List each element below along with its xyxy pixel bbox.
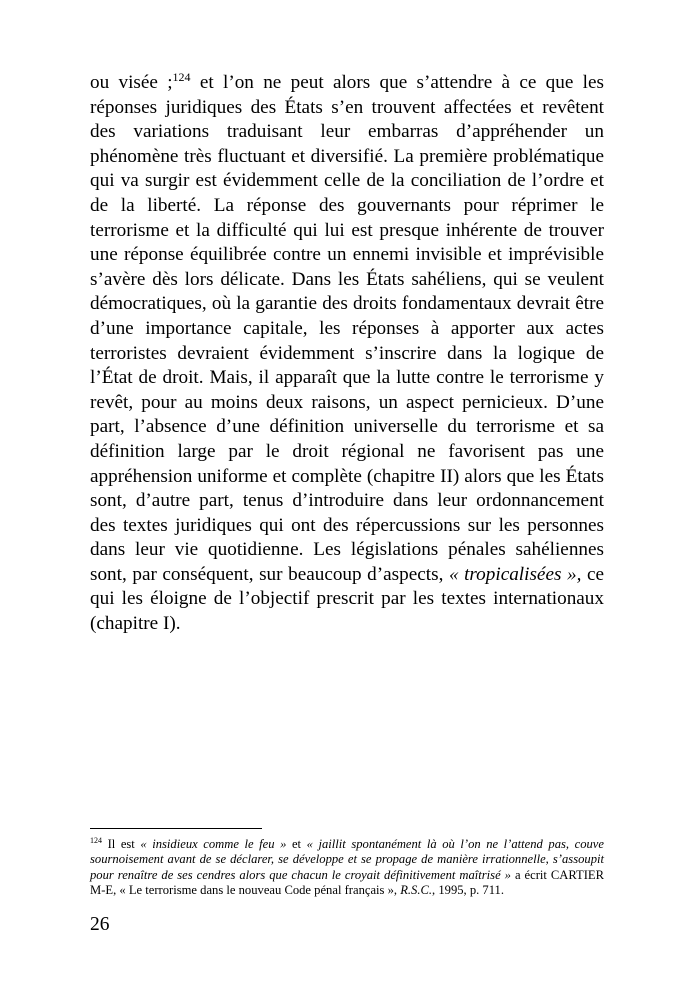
footnote-quote-1: « insidieux comme le feu »	[140, 837, 287, 851]
body-emphasis: « tropicalisées »,	[448, 563, 582, 585]
footnote-attribution: a écrit CARTIER M-E, « Le terrorisme dans le nouveau Code pénal français »,	[90, 867, 605, 897]
footnote-intro: Il est	[102, 837, 141, 851]
footnote-reference[interactable]: 124	[172, 70, 191, 84]
footnote-separator	[90, 828, 262, 829]
body-paragraph	[90, 71, 604, 637]
page-number: 26	[90, 914, 110, 935]
footnote-journal: R.S.C.	[400, 882, 433, 897]
body-text-main: et l’on ne peut alors que s’attendre à ce que les réponses juridiques des États s’en trouvent affectées et revêtent des variations traduisant leur embarras d’appréhender un phénomène très fluctuant et diversifié. La première problématique qui va surgir est évidemment celle de la conciliation de l’ordre et de la liberté. La réponse des gouvernants pour réprimer le terrorisme et la difficulté qui lui est presque inhérente de trouver une réponse équilibrée contre un ennemi invisible et imprévisible s’avère dès lors délicate. Dans les États sahéliens, qui se veulent démocratiques, où la garantie des droits fondamentaux devrait être d’une importance capitale, les réponses à apporter aux actes terroristes devraient évidemment s’inscrire dans la logique de l’État de droit. Mais, il apparaît que la lutte contre le terrorisme y revêt, pour au moins deux raisons, un aspect pernicieux. D’une part, l’absence d’une définition universelle du terrorisme et sa définition large par le droit régional ne favorisent pas une appréhension uniforme et complète (chapitre II) alors que les États sont, d’autre part, tenus d’introduire dans leur ordonnancement des textes juridiques qui ont des répercussions sur les personnes dans leur vie quotidienne. Les législations pénales sahéliennes sont, par conséquent, sur beaucoup d’aspects,	[90, 72, 604, 585]
body-text-start: ou visée ;	[90, 72, 173, 93]
body-text-end: ce qui les éloigne de l’objectif prescrit par les textes internationaux (chapitre I).	[90, 563, 604, 635]
footnote	[90, 837, 604, 898]
footnote-citation-end: , 1995, p. 711.	[432, 882, 504, 897]
footnote-quote-2: « jaillit spontanément là où l’on ne l’attend pas, couve sournoisement avant de se déclarer, se développe et se propage de manière irrationnelle, s’assoupit pour renaître de ses cendres alors que chacun le croyait définitivement maîtrisé »	[90, 837, 604, 882]
footnote-connector: et	[286, 837, 307, 851]
footnote-number: 124	[90, 836, 102, 845]
